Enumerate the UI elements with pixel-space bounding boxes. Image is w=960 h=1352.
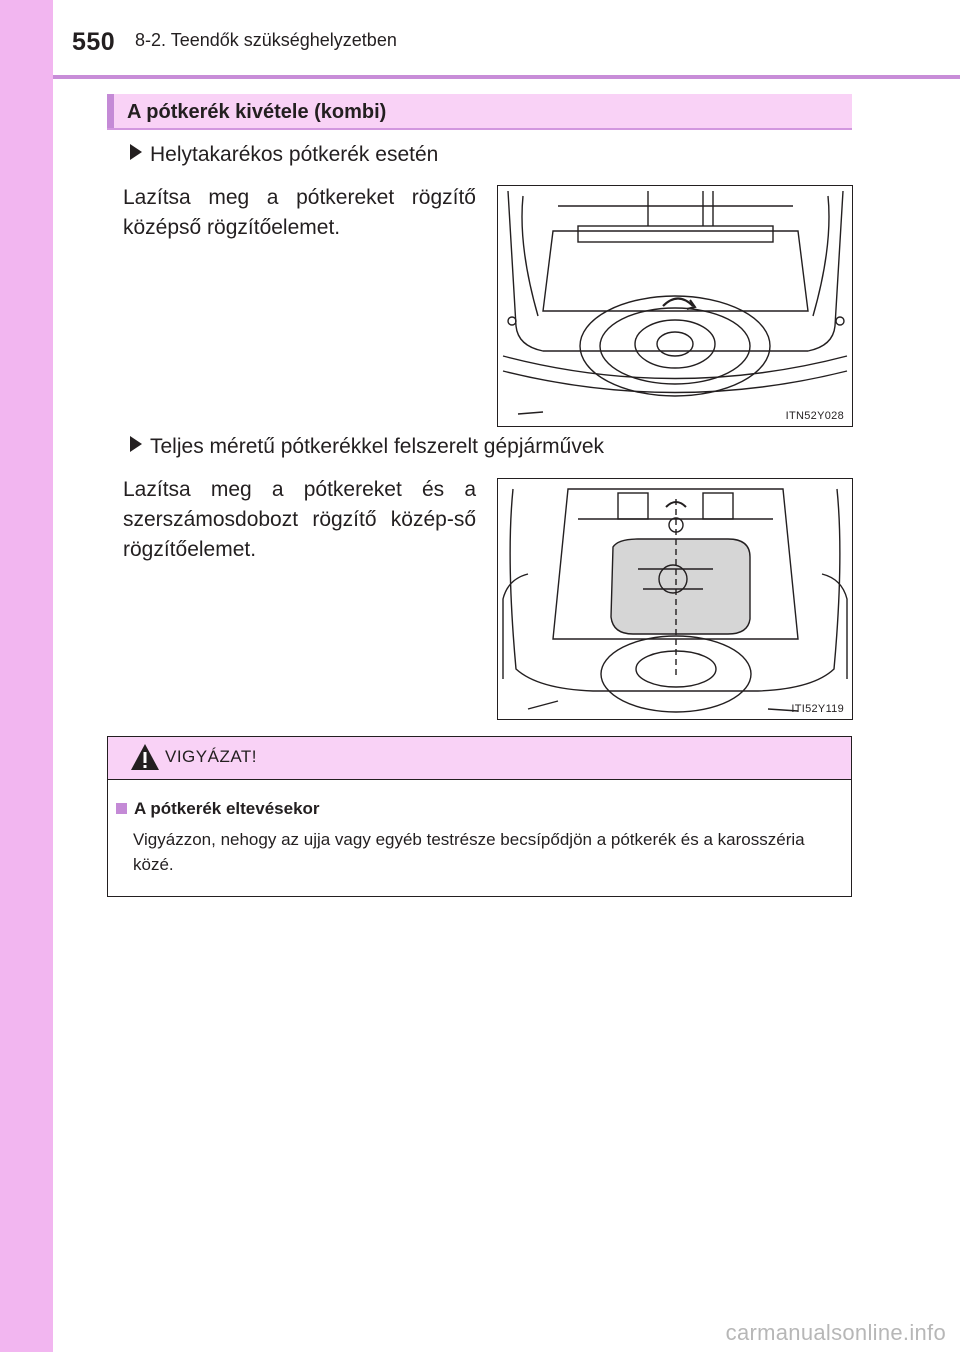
figure-fullsize-spare — [497, 478, 853, 720]
figure-compact-spare — [497, 185, 853, 427]
side-strip — [0, 0, 53, 1352]
case2-heading — [130, 435, 604, 459]
case1-heading-text: Helytakarékos pótkerék esetén — [150, 143, 439, 166]
caution-item-title — [116, 799, 320, 819]
caution-box — [107, 736, 852, 897]
caution-label: VIGYÁZAT! — [165, 747, 258, 766]
figure-code-1: ITN52Y028 — [785, 410, 844, 422]
arrow-bullet-icon — [130, 144, 142, 160]
section-header — [107, 94, 852, 130]
page-number: 550 — [72, 28, 116, 56]
trunk-fullsize-spare-illustration — [498, 479, 852, 719]
warning-triangle-icon — [130, 743, 160, 771]
header-rule — [53, 75, 960, 79]
chapter-title: 8-2. Teendők szükséghelyzetben — [135, 30, 397, 50]
case1-text: Lazítsa meg a pótkereket rögzítő középső rögzítőelemet. — [123, 186, 476, 239]
watermark: carmanualsonline.info — [725, 1320, 946, 1345]
figure-code-2: ITI52Y119 — [791, 703, 844, 715]
trunk-compact-spare-illustration — [498, 186, 852, 426]
caution-header — [108, 737, 851, 780]
section-title: A pótkerék kivétele (kombi) — [127, 101, 387, 123]
square-bullet-icon — [116, 803, 127, 814]
section-accent-bar — [107, 94, 114, 128]
case1-heading — [130, 143, 438, 167]
case2-heading-text: Teljes méretű pótkerékkel felszerelt gépjárművek — [150, 435, 605, 458]
caution-item-title-text: A pótkerék eltevésekor — [134, 799, 320, 818]
arrow-bullet-icon — [130, 436, 142, 452]
caution-item-text: Vigyázzon, nehogy az ujja vagy egyéb testrésze becsípődjön a pótkerék és a karosszéria közé. — [133, 830, 805, 874]
case2-text: Lazítsa meg a pótkereket és a szerszámosdobozt rögzítő közép-ső rögzítőelemet. — [123, 478, 476, 561]
